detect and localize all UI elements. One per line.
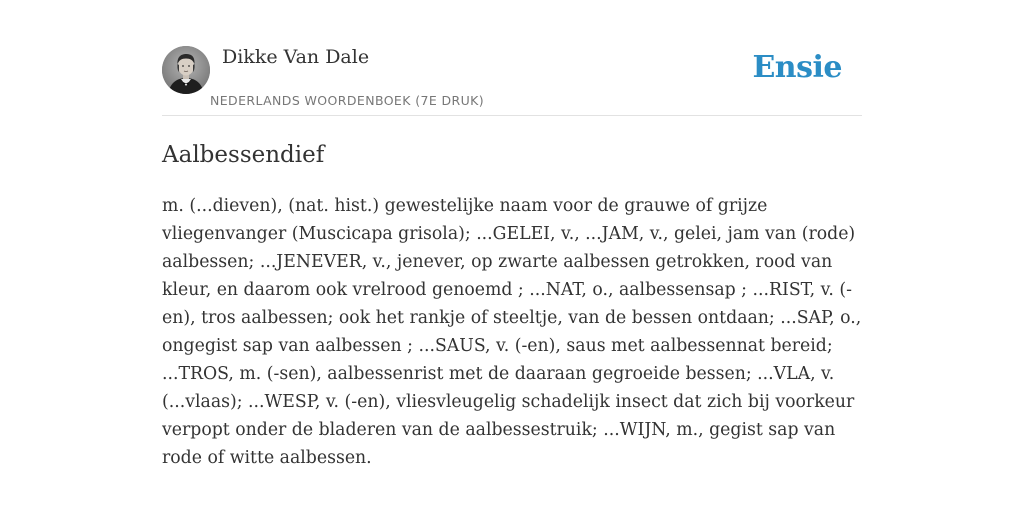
source-name[interactable]: NEDERLANDS WOORDENBOEK (7E DRUK) — [210, 93, 485, 108]
author-name[interactable]: Dikke Van Dale — [222, 46, 370, 68]
ensie-logo[interactable]: Ensie — [752, 50, 842, 85]
entry-definition: m. (...dieven), (nat. hist.) gewestelijke naam voor de grauwe of grijze vliegenvanger (Muscicapa grisola); ...GELEI, v., ...JAM, v., gelei, jam van (rode) aalbessen; ...JENEVER, v., jenever, op zwarte aalbessen getrokken, rood van kleur, en daarom ook vrelrood genoemd ; ...NAT, o., aalbessensap ; ...RIST, v. (-en), tros aalbessen; ook het rankje of steeltje, van de bessen ontdaan; ...SAP, o., ongegist sap van aalbessen ; ...SAUS, v. (-en), saus met aalbessennat bereid; ...TROS, m. (-sen), aalbessenrist met de daaraan gegroeide bessen; ...VLA, v. (...vlaas); ...WESP, v. (-en), vliesvleugelig schadelijk insect dat zich bij voorkeur verpopt onder de bladeren van de aalbessestruik; ...WIJN, m., gegist sap van rode of witte aalbessen. — [162, 196, 862, 468]
entry-header — [162, 44, 862, 116]
portrait-photo-icon — [162, 46, 210, 94]
author-avatar[interactable] — [162, 46, 210, 94]
entry-card — [162, 44, 862, 472]
entry-title: Aalbessendief — [162, 142, 325, 168]
